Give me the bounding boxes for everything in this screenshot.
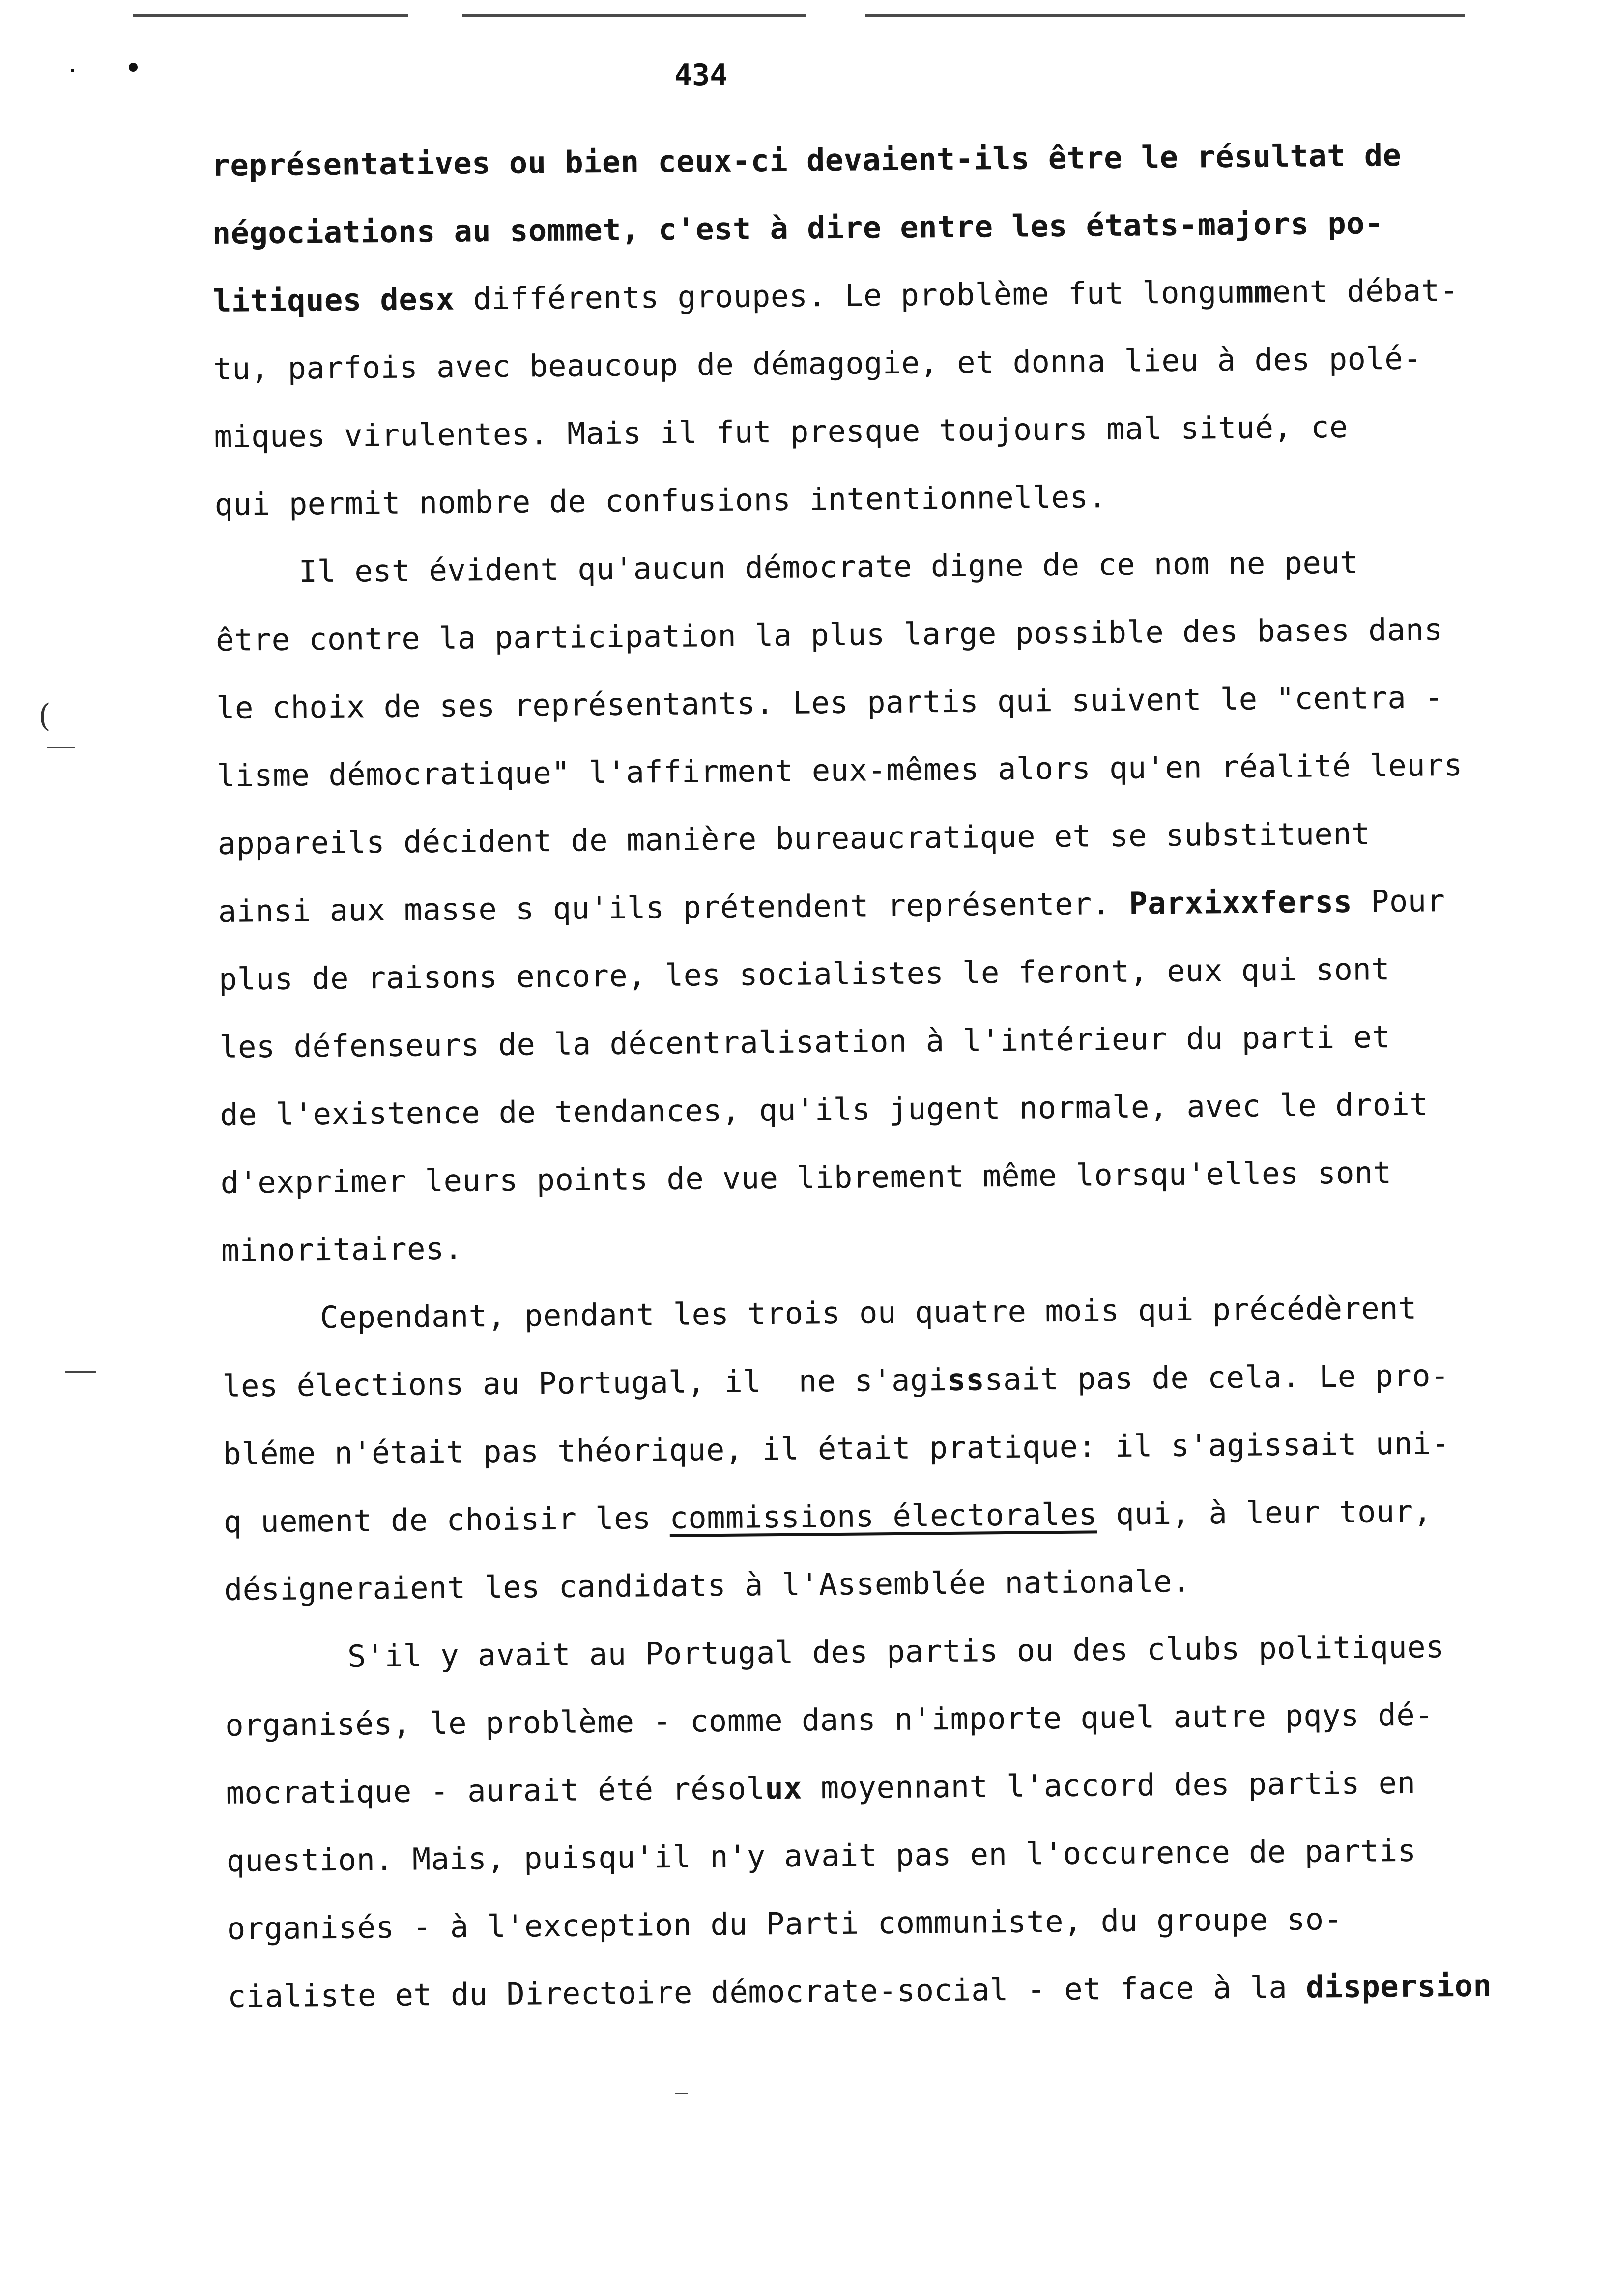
text-line: organisés, le problème - comme dans n'importe quel autre pqys dé- <box>225 1696 1434 1743</box>
text-line: Il est évident qu'aucun démocrate digne de ce nom ne peut <box>298 544 1359 590</box>
text-line: représentatives ou bien ceux-ci devaient-ils être le résultat de <box>211 137 1402 183</box>
text-run: Pour <box>1352 883 1445 919</box>
struck-out-run: Parxixxferss <box>1128 883 1353 921</box>
text-line: d'exprimer leurs points de vue librement même lorsqu'elles sont <box>220 1154 1392 1201</box>
text-run: ent débat- <box>1272 272 1459 310</box>
text-line <box>222 1340 1612 1420</box>
text-line <box>223 1476 1612 1556</box>
text-run: sait pas de cela. Le pro- <box>984 1357 1450 1398</box>
text-run: qui, à leur tour, <box>1097 1493 1432 1532</box>
text-run: ainsi aux masse s qu'ils prétendent représenter. <box>218 885 1129 929</box>
overstrike-run: ss <box>947 1361 985 1398</box>
text-line: miques virulentes. Mais il fut presque toujours mal situé, ce <box>214 408 1349 455</box>
top-edge-rule <box>133 14 408 17</box>
text-line: désigneraient les candidats à l'Assemblée nationale. <box>224 1563 1191 1607</box>
text-line: S'il y avait au Portugal des partis ou des clubs politiques <box>347 1629 1445 1674</box>
overstrike-run: x <box>435 281 455 317</box>
text-line <box>212 255 1612 335</box>
text-line: minoritaires. <box>221 1230 463 1268</box>
text-line: lisme démocratique" l'affirment eux-mêmes alors qu'en réalité leurs <box>217 746 1463 794</box>
text-line: qui permit nombre de confusions intentionnelles. <box>214 479 1107 522</box>
body-text <box>211 119 1612 2031</box>
text-line: négociations au sommet, c'est à dire entre les états-majors po- <box>212 205 1384 251</box>
overstrike-run: mm <box>1235 274 1273 310</box>
text-line <box>226 1747 1612 1827</box>
overstrike-run: ux <box>765 1770 803 1807</box>
text-run: q uement de choisir les <box>223 1499 670 1540</box>
text-run: mocratique - aurait été résol <box>226 1770 765 1811</box>
text-line <box>228 1951 1612 2031</box>
text-line: bléme n'était pas théorique, il était pratique: il s'agissait uni- <box>223 1425 1450 1472</box>
text-run: les élections au Portugal, il ne s'agi <box>222 1362 948 1404</box>
text-line <box>218 865 1612 946</box>
text-line: le choix de ses représentants. Les partis qui suivent le "centra - <box>216 679 1444 726</box>
text-line: être contre la participation la plus large possible des bases dans <box>215 611 1443 658</box>
text-line: organisés - à l'exception du Parti communiste, du groupe so- <box>227 1901 1343 1947</box>
text-line: plus de raisons encore, les socialistes le feront, eux qui sont <box>218 951 1390 997</box>
text-run: moyennant l'accord des partis en <box>802 1764 1416 1806</box>
underlined-run: commissions électorales <box>669 1496 1097 1536</box>
text-line: les défenseurs de la décentralisation à l'intérieur du parti et <box>219 1019 1391 1065</box>
margin-bracket-mark: ( <box>38 698 51 734</box>
text-run-bold: dispersion <box>1305 1967 1492 2005</box>
margin-dot <box>71 69 74 72</box>
text-line: tu, parfois avec beaucoup de démagogie, et donna lieu à des polé- <box>213 340 1422 387</box>
top-edge-rule <box>865 14 1465 17</box>
text-run: litiques des <box>212 281 436 319</box>
margin-dash-mark <box>65 1371 96 1373</box>
page-number: 434 <box>674 58 728 92</box>
text-line: Cependant, pendant les trois ou quatre mois qui précédèrent <box>319 1290 1417 1336</box>
top-edge-rule <box>462 14 806 17</box>
text-line: appareils décident de manière bureaucratique et se substituent <box>217 815 1371 861</box>
margin-dot <box>129 63 138 72</box>
margin-dash-mark <box>47 747 75 748</box>
text-run: cialiste et du Directoire démocrate-social - et face à la <box>227 1969 1306 2014</box>
text-line: question. Mais, puisqu'il n'y avait pas en l'occurence de partis <box>226 1832 1416 1879</box>
text-line: de l'existence de tendances, qu'ils jugent normale, avec le droit <box>220 1086 1429 1133</box>
margin-dash-mark <box>675 2093 688 2094</box>
text-run: différents groupes. Le problème fut longu <box>454 274 1236 317</box>
